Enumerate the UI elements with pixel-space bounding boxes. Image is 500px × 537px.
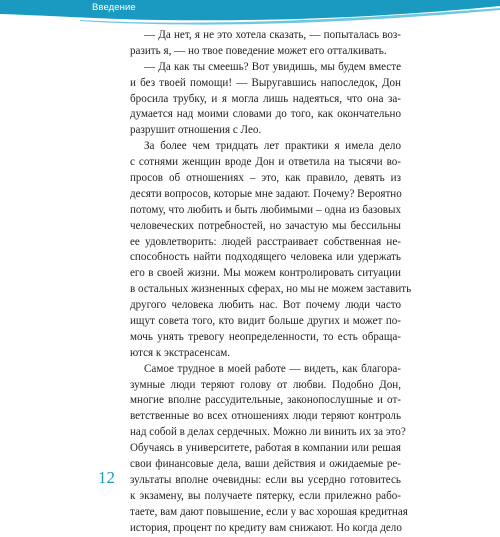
text-line: над собой в делах сердечных. Можно ли винить их за это? bbox=[130, 426, 406, 439]
text-line: способность найти подходящего человека или удержать bbox=[130, 251, 401, 264]
text-line: многие вполне рассудительные, законопослушные и от- bbox=[130, 394, 401, 407]
text-line: просов об отношениях – это, как правило, девять из bbox=[130, 172, 401, 185]
body-text bbox=[130, 28, 412, 537]
text-line: потому, что любить и быть любимыми – одна из базовых bbox=[130, 203, 401, 216]
text-line: история, процент по кредиту вам снижают. Но когда дело bbox=[130, 521, 402, 534]
text-line: бросила трубку, и я могла лишь надеяться, что она за- bbox=[130, 92, 401, 105]
text-line: За более чем тридцать лет практики я имела дело bbox=[144, 140, 401, 153]
text-line: зумные люди теряют голову от любви. Подобно Дон, bbox=[130, 378, 401, 391]
running-header-title: Введение bbox=[92, 2, 136, 13]
text-line: ее удовлетворить: людей расстраивает собственная не- bbox=[130, 235, 401, 248]
text-line: зультаты вполне очевидны: если вы усердно готовитесь bbox=[130, 473, 401, 486]
text-line: — Да нет, я не это хотела сказать, — попыталась воз- bbox=[144, 29, 401, 41]
text-line: в остальных жизненных сферах, но мы не можем заставить bbox=[130, 283, 412, 296]
text-line: ищут совета того, кто видит больше других и может по- bbox=[130, 315, 401, 328]
page-number: 12 bbox=[98, 468, 115, 487]
text-line: с сотнями женщин вроде Дон и ответила на тысячи во- bbox=[130, 156, 401, 169]
text-line: и без твоей помощи! — Выругавшись напоследок, Дон bbox=[130, 76, 401, 89]
text-line: другого человека любить нас. Вот почему люди часто bbox=[130, 299, 401, 312]
text-line: таете, вам дают повышение, если у вас хорошая кредитная bbox=[130, 505, 408, 518]
header-band bbox=[0, 0, 500, 20]
text-line: думается над моими словами до того, как окончательно bbox=[130, 108, 401, 121]
text-line: — Да как ты смеешь? Вот увидишь, мы будем вместе bbox=[144, 60, 401, 73]
text-line: ветственные во всех отношениях люди теряют контроль bbox=[130, 410, 401, 423]
text-line: к экзамену, вы получаете пятерку, если прилежно рабо- bbox=[130, 489, 401, 502]
text-line: разить я, — но твое поведение может его отталкивать. bbox=[130, 44, 387, 57]
text-line: десяти вопросов, которые мне задают. Почему? Вероятно bbox=[130, 187, 402, 200]
text-line: Обучаясь в университете, работая в компании или решая bbox=[130, 442, 401, 455]
header-swoosh-decoration bbox=[0, 0, 500, 26]
text-line: свои финансовые дела, ваши действия и ожидаемые ре- bbox=[130, 458, 401, 471]
text-line: его в своей жизни. Мы можем контролировать ситуации bbox=[130, 267, 401, 280]
text-line: человеческих потребностей, но зачастую мы бессильны bbox=[130, 219, 401, 232]
text-line: Самое трудное в моей работе — видеть, как благора- bbox=[144, 362, 401, 375]
text-line: мочь унять тревогу неопределенности, то есть обраща- bbox=[130, 330, 401, 343]
text-line: разрушит отношения с Лео. bbox=[130, 124, 262, 137]
text-line: ются к экстрасенсам. bbox=[130, 346, 231, 359]
